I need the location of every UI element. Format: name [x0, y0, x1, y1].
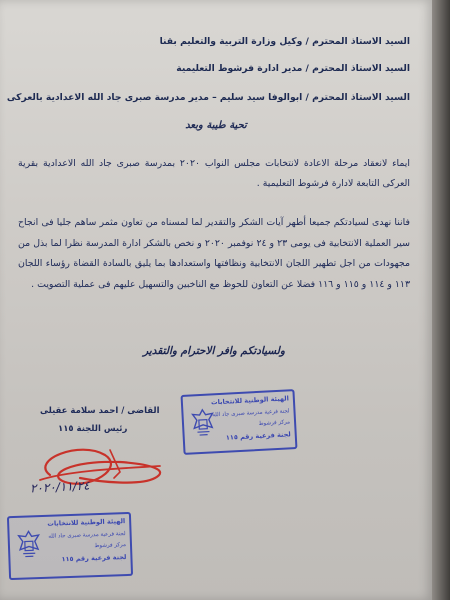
stamp-line-2: لجنة فرعية مدرسة صبرى جاد الله	[48, 531, 126, 540]
judge-name: القاضى / احمد سلامة عقيلى	[40, 406, 160, 416]
stamp-line-2: لجنة فرعية مدرسة صبرى جاد الله	[212, 408, 290, 419]
official-stamp-bottom	[7, 512, 133, 580]
paragraph-thanks: فاننا نهدى لسيادتكم جميعا أطهر آيات الشكر والتقدير لما لمسناه من تعاون مثمر ساهم جليا فى انجاح سير العملية الانتخابية فى يومى ٢٣ و ٢٤ نوفمبر ٢٠٢٠ و نخص بالشكر ادارة المدرسة نظرا لما بذل من مجهودات من اجل تطهير اللجان الانتخابية ونظافتها واستعدادها بما يليق بالسادة القضاة رؤساء اللجان ١١٣ و ١١٤ و ١١٥ و ١١٦ فضلا عن التعاون للحوظ مع الناخبين والتسهيل عليهم فى عملية التصويت .	[18, 217, 410, 290]
stamp-line-1: الهيئة الوطنية للانتخابات	[210, 394, 290, 407]
paragraph-intro: ايماء لانعقاد مرحلة الاعادة لانتخابات مجلس النواب ٢٠٢٠ بمدرسة صبرى جاد الله الاعدادية بقرية العركى التابعة لادارة فرشوط التعليمية .	[18, 158, 411, 189]
stamp-line-4: لجنة فرعية رقم ١١٥	[61, 553, 127, 564]
addressee-2: السيد الاستاذ المحترم / مدير ادارة فرشوط التعليمية	[176, 63, 410, 74]
addressee-3: السيد الاستاذ المحترم / ابوالوفا سيد سليم – مدير مدرسة صبرى جاد الله الاعدادية بالعركى	[6, 92, 410, 103]
handwritten-date: ٢٠٢٠/١١/٢٤	[29, 478, 90, 496]
addressee-1: السيد الاستاذ المحترم / وكيل وزارة التربية والتعليم بقنا	[159, 36, 410, 47]
background-edge	[432, 0, 450, 600]
greeting: تحية طيبة وبعد	[185, 120, 247, 131]
eagle-emblem-icon	[15, 529, 42, 560]
stamp-line-3: مركز فرشوط	[94, 542, 127, 550]
closing-line: ولسيادتكم وافر الاحترام والتقدير	[143, 345, 285, 357]
stamp-line-4: لجنة فرعية رقم ١١٥	[225, 430, 291, 442]
stamp-line-1: الهيئة الوطنية للانتخابات	[47, 517, 126, 528]
stamp-line-3: مركز فرشوط	[258, 419, 291, 427]
committee-head: رئيس اللجنة ١١٥	[58, 424, 128, 434]
